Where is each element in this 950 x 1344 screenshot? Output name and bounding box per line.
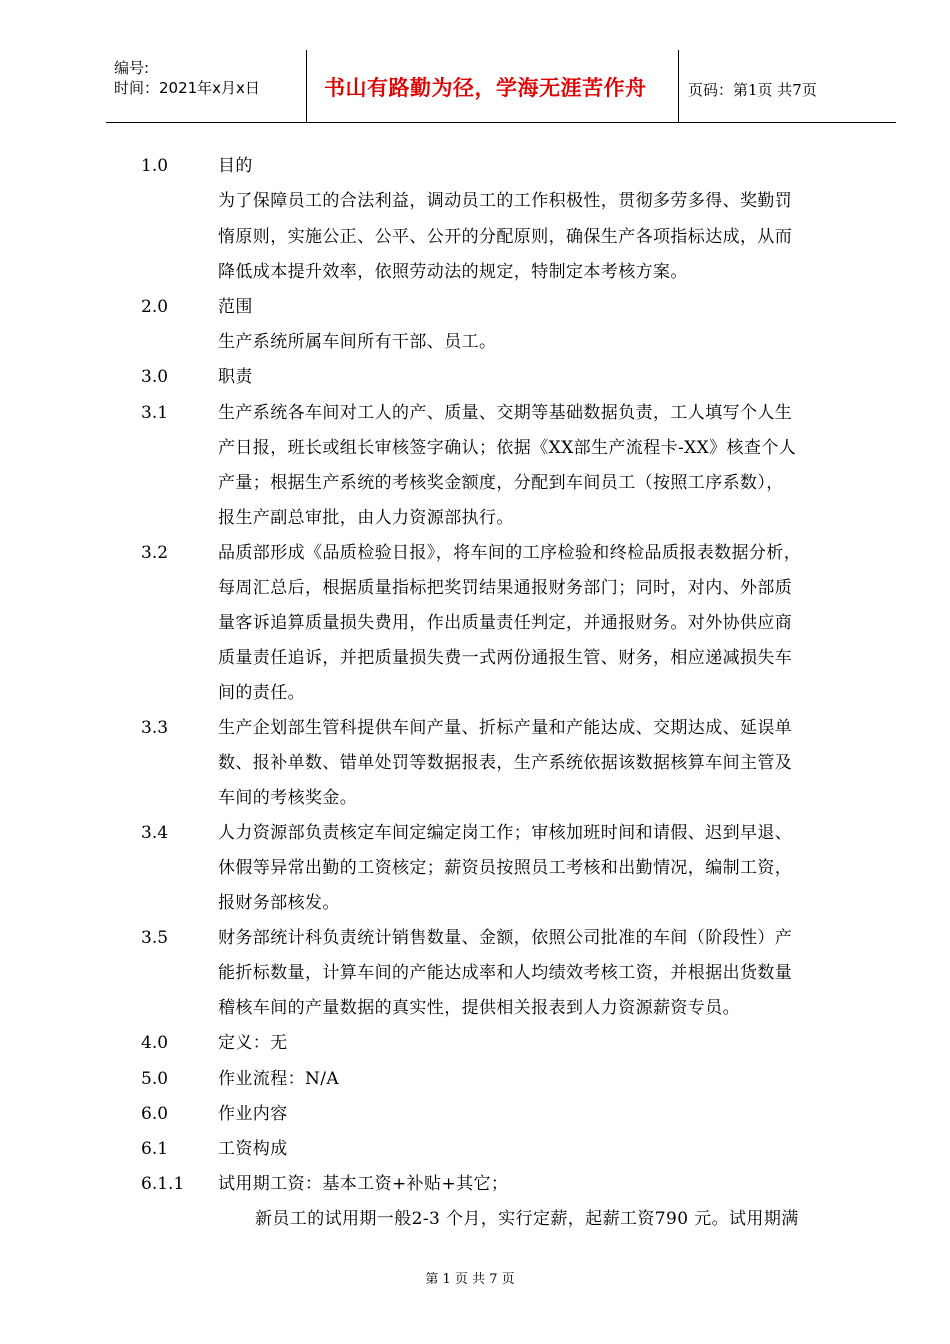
section-title: 试用期工资：基本工资+补贴+其它；: [218, 1174, 509, 1194]
text-line: 惰原则，实施公正、公平、公开的分配原则，确保生产各项指标达成，从而: [218, 227, 793, 247]
section-title: 范围: [218, 297, 253, 317]
text-line: 新员工的试用期一般2-3 个月，实行定薪，起薪工资790 元。试用期满: [255, 1209, 799, 1229]
section-number: 3.3: [141, 718, 169, 738]
text-line: 数、报补单数、错单处罚等数据报表，生产系统依据该数据核算车间主管及: [218, 753, 793, 773]
text-line: 生产系统所属车间所有干部、员工。: [218, 332, 497, 352]
header-slogan: 书山有路勤为径，学海无涯苦作舟: [324, 76, 647, 100]
section-title: 作业流程：N/A: [218, 1069, 340, 1089]
section-number: 3.4: [141, 823, 169, 843]
section-number: 3.0: [141, 367, 169, 387]
text-line: 间的责任。: [218, 683, 305, 703]
text-line: 报生产副总审批，由人力资源部执行。: [218, 508, 514, 528]
text-line: 生产系统各车间对工人的产、质量、交期等基础数据负责，工人填写个人生: [218, 403, 793, 423]
document-number-label: 编号:: [114, 59, 150, 77]
text-line: 品质部形成《品质检验日报》，将车间的工序检验和终检品质报表数据分析，: [218, 543, 802, 563]
text-line: 车间的考核奖金。: [218, 788, 358, 808]
section-number: 4.0: [141, 1033, 169, 1053]
text-line: 能折标数量，计算车间的产能达成率和人均绩效考核工资，并根据出货数量: [218, 963, 793, 983]
text-line: 产日报，班长或组长审核签字确认；依据《XX部生产流程卡-XX》核查个人: [218, 438, 797, 458]
document-header: [106, 50, 896, 123]
text-line: 质量责任追诉，并把质量损失费一式两份通报生管、财务，相应递减损失车: [218, 648, 793, 668]
text-line: 生产企划部生管科提供车间产量、折标产量和产能达成、交期达成、延误单: [218, 718, 793, 738]
section-title: 职责: [218, 367, 253, 387]
text-line: 降低成本提升效率，依照劳动法的规定，特制定本考核方案。: [218, 262, 688, 282]
text-line: 为了保障员工的合法利益，调动员工的工作积极性，贯彻多劳多得、奖勤罚: [218, 191, 793, 211]
section-title: 定义：无: [218, 1033, 288, 1053]
section-title: 目的: [218, 156, 253, 176]
section-title: 工资构成: [218, 1139, 288, 1159]
section-number: 3.1: [141, 403, 169, 423]
section-number: 6.1: [141, 1139, 169, 1159]
text-line: 财务部统计科负责统计销售数量、金额，依照公司批准的车间（阶段性）产: [218, 928, 793, 948]
header-meta: [114, 58, 260, 98]
section-number: 2.0: [141, 297, 169, 317]
footer-page-number: 第 1 页 共 7 页: [425, 1272, 515, 1287]
text-line: 休假等异常出勤的工资核定；薪资员按照员工考核和出勤情况，编制工资，: [218, 858, 793, 878]
text-line: 人力资源部负责核定车间定编定岗工作；审核加班时间和请假、迟到早退、: [218, 823, 793, 843]
text-line: 每周汇总后，根据质量指标把奖罚结果通报财务部门；同时，对内、外部质: [218, 578, 793, 598]
text-line: 报财务部核发。: [218, 893, 340, 913]
section-number: 5.0: [141, 1069, 169, 1089]
section-number: 3.5: [141, 928, 169, 948]
section-number: 1.0: [141, 156, 169, 176]
text-line: 稽核车间的产量数据的真实性，提供相关报表到人力资源薪资专员。: [218, 998, 740, 1018]
document-date-label: 时间：2021年x月x日: [114, 79, 260, 97]
text-line: 产量；根据生产系统的考核奖金额度，分配到车间员工（按照工序系数），: [218, 473, 784, 493]
header-page-label: 页码：第1页 共7页: [688, 81, 817, 99]
section-title: 作业内容: [218, 1104, 288, 1124]
header-divider-right: [678, 50, 679, 122]
section-number: 6.1.1: [141, 1174, 185, 1194]
header-divider-left: [306, 50, 307, 122]
text-line: 量客诉追算质量损失费用，作出质量责任判定，并通报财务。对外协供应商: [218, 613, 793, 633]
page-footer: [0, 1268, 950, 1287]
section-number: 3.2: [141, 543, 169, 563]
section-number: 6.0: [141, 1104, 169, 1124]
